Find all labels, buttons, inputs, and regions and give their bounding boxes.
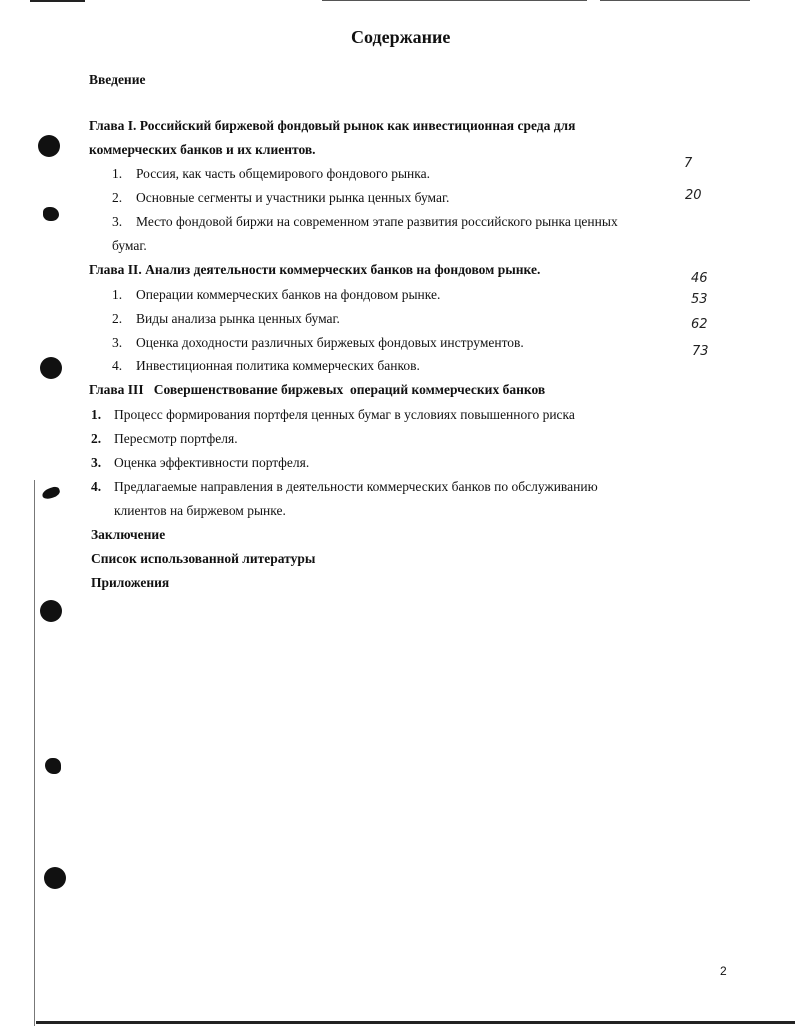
page-number: 2 [720, 964, 727, 978]
toc-item-text: Пересмотр портфеля. [114, 431, 238, 446]
page-title: Содержание [351, 27, 451, 47]
toc-item-number: 1. [91, 407, 102, 422]
toc-item-number: 2. [112, 311, 123, 326]
toc-item-text: Операции коммерческих банков на фондовом рынке. [136, 287, 441, 302]
handwritten-page-number: 7 [684, 156, 693, 171]
toc-item-number: 3. [112, 335, 123, 350]
toc-item-number: 3. [91, 455, 102, 470]
conclusion-heading: Заключение [91, 527, 166, 542]
intro-heading: Введение [89, 72, 146, 87]
binder-hole-1 [38, 135, 60, 157]
handwritten-page-number: 73 [692, 344, 709, 359]
toc-item-text: Процесс формирования портфеля ценных бумаг в условиях повышенного риска [114, 407, 575, 422]
toc-item-number: 2. [91, 431, 102, 446]
binder-mark-1 [43, 207, 59, 221]
toc-item-text: Россия, как часть общемирового фондового рынка. [136, 166, 431, 181]
binder-hole-3 [40, 600, 62, 622]
binder-mark-3 [45, 758, 61, 774]
binder-mark-2 [41, 485, 61, 500]
toc-item-text: Место фондовой биржи на современном этапе развития российского рынка ценных [136, 214, 618, 229]
toc-item-number: 3. [112, 214, 123, 229]
appendices-heading: Приложения [91, 575, 170, 590]
handwritten-page-number: 46 [691, 271, 708, 286]
binder-hole-4 [44, 867, 66, 889]
toc-item-text: Оценка эффективности портфеля. [114, 455, 310, 470]
toc-item-number: 4. [91, 479, 102, 494]
chapter-1-heading: Глава I. Российский биржевой фондовый рынок как инвестиционная среда для [89, 118, 576, 133]
chapter-3-heading: Глава III Совершенствование биржевых операций коммерческих банков [89, 382, 546, 397]
toc-item-text: Оценка доходности различных биржевых фондовых инструментов. [136, 335, 524, 350]
handwritten-page-number: 53 [691, 292, 708, 307]
top-scan-line-right2 [600, 0, 750, 1]
toc-item-number: 4. [112, 358, 123, 373]
chapter-1-heading: коммерческих банков и их клиентов. [89, 142, 316, 157]
top-scan-line-right [322, 0, 587, 1]
toc-item-text: клиентов на биржевом рынке. [114, 503, 286, 518]
toc-item-number: 2. [112, 190, 123, 205]
chapter-2-heading: Глава II. Анализ деятельности коммерческих банков на фондовом рынке. [89, 262, 541, 277]
toc-item-text: Основные сегменты и участники рынка ценных бумаг. [136, 190, 450, 205]
toc-item-text: Инвестиционная политика коммерческих банков. [136, 358, 420, 373]
toc-item-number: 1. [112, 166, 123, 181]
bottom-scan-edge [36, 1021, 795, 1024]
binder-hole-2 [40, 357, 62, 379]
handwritten-page-number: 62 [691, 317, 708, 332]
toc-item-text: бумаг. [112, 238, 147, 253]
references-heading: Список использованной литературы [91, 551, 316, 566]
handwritten-page-number: 20 [685, 188, 702, 203]
toc-item-text: Предлагаемые направления в деятельности коммерческих банков по обслуживанию [114, 479, 598, 494]
toc-item-number: 1. [112, 287, 123, 302]
top-scan-line-left [30, 0, 85, 2]
toc-item-text: Виды анализа рынка ценных бумаг. [136, 311, 340, 326]
left-scan-edge [34, 480, 35, 1026]
